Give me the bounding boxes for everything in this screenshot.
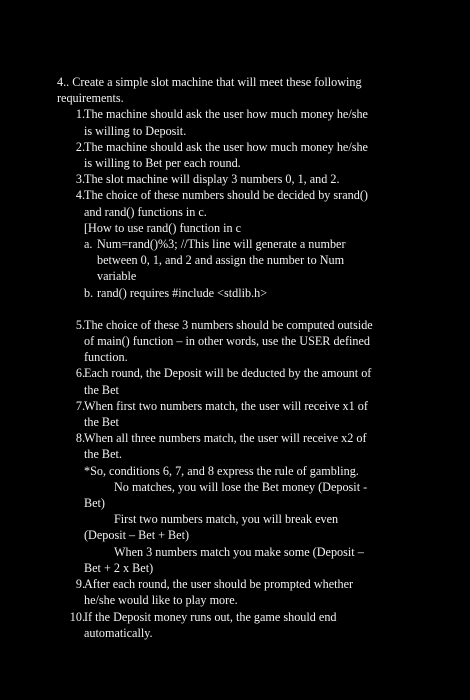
item-number: 4. [75, 188, 85, 203]
item-line: The slot machine will display 3 numbers 0, 1, and 2. [84, 172, 340, 187]
sub-item-line: variable [97, 269, 137, 284]
requirement-item-5 [57, 317, 417, 366]
requirement-item-8 [57, 430, 417, 462]
item-number: 7. [75, 398, 85, 413]
sub-item-b [57, 285, 417, 301]
item-line: is willing to Deposit. [84, 123, 187, 138]
item-line: After each round, the user should be prompted whether [84, 577, 354, 592]
item-line: function. [84, 350, 128, 365]
requirement-item-1 [57, 106, 417, 138]
requirement-item-6 [57, 365, 417, 397]
requirement-item-3 [57, 171, 417, 187]
requirement-item-7 [57, 398, 417, 430]
note-line: Bet + 2 x Bet) [84, 560, 154, 575]
item-line: the Bet [84, 415, 119, 430]
assignment-text [57, 74, 417, 641]
assignment-intro [57, 74, 417, 106]
item-line: the Bet. [84, 447, 122, 462]
item-line: The choice of these 3 numbers should be computed outside [84, 317, 373, 332]
sub-item-line: between 0, 1, and 2 and assign the number to Num [97, 253, 345, 268]
requirement-item-4 [57, 187, 417, 219]
item-line: If the Deposit money runs out, the game should end [84, 609, 337, 624]
note-line: First two numbers match, you will break even [114, 512, 339, 527]
blank-line [57, 301, 417, 317]
note-line: No matches, you will lose the Bet money (Deposit - [114, 479, 368, 494]
item-line: the Bet [84, 382, 119, 397]
item-number: 1. [75, 107, 85, 122]
sub-item-line: rand() requires #include <stdlib.h> [97, 285, 268, 300]
intro-line: requirements. [57, 91, 124, 106]
item-number: 3. [75, 172, 85, 187]
item-line: When first two numbers match, the user will receive x1 of [84, 398, 368, 413]
item-line: is willing to Bet per each round. [84, 156, 241, 171]
item-line: The choice of these numbers should be decided by srand() [84, 188, 368, 203]
note-line: *So, conditions 6, 7, and 8 express the rule of gambling. [84, 463, 359, 478]
gambling-rules-note [57, 463, 417, 576]
item-line: The machine should ask the user how much money he/she [84, 139, 368, 154]
item-number: 8. [75, 431, 85, 446]
item-line: of main() function – in other words, use the USER defined [84, 334, 371, 349]
requirement-item-9 [57, 576, 417, 608]
item-number: 2. [75, 139, 85, 154]
note-line: (Deposit – Bet + Bet) [84, 528, 190, 543]
item-line: automatically. [84, 625, 153, 640]
sub-item-line: Num=rand()%3; //This line will generate a number [97, 237, 346, 252]
item-number: 5. [75, 317, 85, 332]
sub-item-a [57, 236, 417, 285]
requirement-item-2 [57, 139, 417, 171]
item-number: 6. [75, 366, 85, 381]
item-number: 10. [69, 609, 85, 624]
requirement-item-10 [57, 609, 417, 641]
item-line: he/she would like to play more. [84, 593, 238, 608]
sub-item-letter: b. [84, 285, 94, 300]
note-line: Bet) [84, 496, 105, 511]
sub-item-letter: a. [84, 237, 93, 252]
intro-line: 4.. Create a simple slot machine that will meet these following [57, 75, 362, 89]
item-number: 9. [75, 577, 85, 592]
item-line: Each round, the Deposit will be deducted by the amount of [84, 366, 372, 381]
item-line: When all three numbers match, the user will receive x2 of [84, 431, 367, 446]
note-line: When 3 numbers match you make some (Deposit – [114, 544, 364, 559]
howto-heading: [How to use rand() function in c [84, 220, 242, 235]
item-line: The machine should ask the user how much money he/she [84, 107, 368, 122]
item-line: and rand() functions in c. [84, 204, 207, 219]
